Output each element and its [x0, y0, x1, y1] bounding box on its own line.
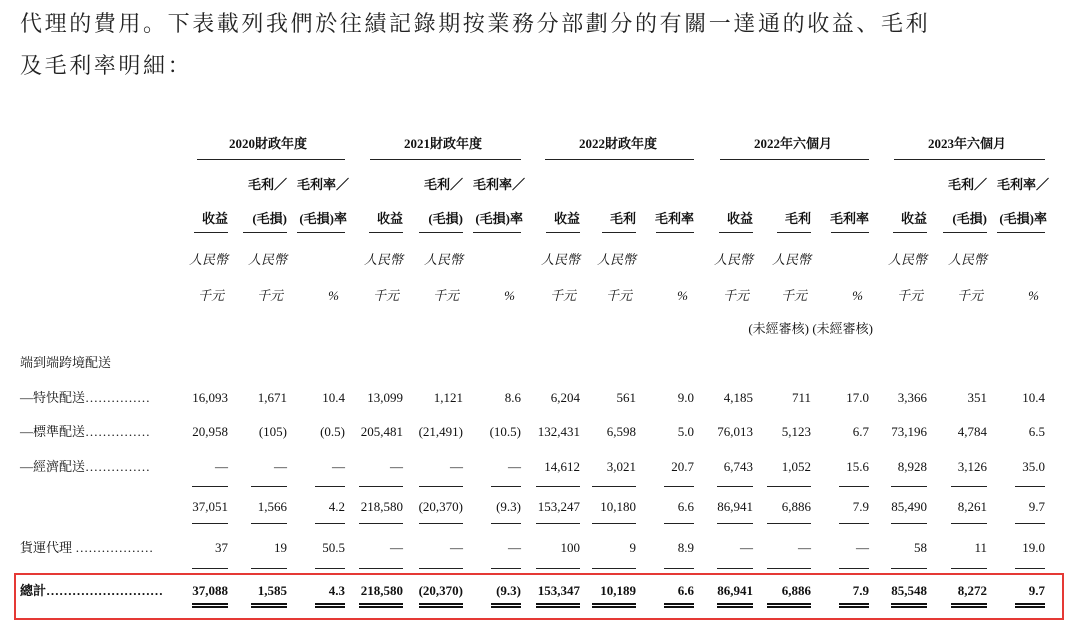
period-underline: [894, 159, 1045, 160]
header-underline: [943, 232, 987, 233]
table-cell: 14,612: [544, 459, 580, 474]
total-top-line: [592, 568, 636, 569]
subtotal-top-line: [536, 486, 580, 487]
total-label: 總計………………………: [20, 583, 164, 598]
table-cell: 37: [215, 540, 228, 555]
table-cell: 11: [974, 540, 987, 555]
subtotal-bottom-line: [359, 523, 403, 524]
table-cell: 1,121: [433, 390, 463, 405]
table-cell: 6,204: [550, 390, 580, 405]
table-cell: 86,941: [717, 499, 753, 514]
table-cell: 561: [616, 390, 636, 405]
column-header-gross-profit-bottom: (毛損): [952, 211, 987, 226]
period-underline: [720, 159, 869, 160]
table-cell: 10,180: [600, 499, 636, 514]
subtotal-top-line: [767, 486, 811, 487]
subtotal-bottom-line: [767, 523, 811, 524]
header-underline: [777, 232, 811, 233]
table-cell: 8,928: [897, 459, 927, 474]
total-top-line: [359, 568, 403, 569]
unit-thousand: 千元: [549, 288, 576, 303]
period-header: 2022財政年度: [578, 136, 657, 151]
subtotal-top-line: [891, 486, 927, 487]
subtotal-top-line: [592, 486, 636, 487]
subtotal-top-line: [1015, 486, 1045, 487]
subtotal-top-line: [251, 486, 287, 487]
period-header: 2021財政年度: [403, 136, 482, 151]
unit-percent: %: [677, 288, 688, 303]
unit-percent: %: [328, 288, 339, 303]
column-header-gross-profit: 毛利: [609, 211, 636, 226]
column-header-gross-margin-top: 毛利率／: [996, 177, 1049, 192]
table-cell: 6.7: [852, 424, 869, 439]
row-label: 貨運代理 ………………: [20, 540, 154, 555]
table-cell: 37,051: [192, 499, 228, 514]
unit-rmb: 人民幣: [887, 252, 927, 267]
column-header-gross-margin-bottom: (毛損)率: [999, 211, 1047, 226]
unaudited-note: (未經審核): [812, 321, 873, 336]
total-cell: 4.3: [328, 583, 345, 598]
table-cell: 16,093: [192, 390, 228, 405]
subtotal-top-line: [315, 486, 345, 487]
table-cell: 6.5: [1028, 424, 1045, 439]
table-cell: 4,784: [957, 424, 987, 439]
column-header-gross-profit: 毛利: [784, 211, 811, 226]
total-cell: (20,370): [418, 583, 463, 598]
table-cell: 9.0: [677, 390, 694, 405]
column-header-gross-margin-bottom: (毛損)率: [475, 211, 523, 226]
intro-paragraph: [20, 4, 1070, 88]
header-underline: [419, 232, 463, 233]
column-header-gross-profit-top: 毛利／: [947, 177, 987, 192]
table-cell: —: [856, 540, 869, 555]
table-cell: 100: [560, 540, 580, 555]
header-underline: [243, 232, 287, 233]
table-cell: —: [798, 540, 811, 555]
table-cell: 13,099: [367, 390, 403, 405]
table-cell: 6,743: [723, 459, 753, 474]
column-header-gross-margin-bottom: (毛損)率: [299, 211, 347, 226]
unit-percent: %: [852, 288, 863, 303]
table-cell: 35.0: [1022, 459, 1045, 474]
column-header-revenue: 收益: [553, 211, 580, 226]
row-label: —特快配送……………: [20, 390, 151, 405]
table-cell: —: [215, 459, 228, 474]
unit-rmb: 人民幣: [363, 252, 403, 267]
subtotal-top-line: [359, 486, 403, 487]
total-top-line: [951, 568, 987, 569]
column-header-gross-profit-top: 毛利／: [423, 177, 463, 192]
subtotal-top-line: [664, 486, 694, 487]
unit-percent: %: [1028, 288, 1039, 303]
subtotal-bottom-line: [419, 523, 463, 524]
total-row-highlight: [14, 573, 1064, 620]
unaudited-note: (未經審核): [748, 321, 809, 336]
table-cell: (10.5): [489, 424, 521, 439]
unit-rmb: 人民幣: [247, 252, 287, 267]
table-cell: —: [450, 459, 463, 474]
table-cell: —: [390, 540, 403, 555]
table-cell: —: [740, 540, 753, 555]
table-cell: 6,598: [606, 424, 636, 439]
table-cell: 3,126: [957, 459, 987, 474]
period-underline: [370, 159, 521, 160]
table-cell: 3,021: [606, 459, 636, 474]
unit-thousand: 千元: [780, 288, 807, 303]
table-cell: 132,431: [537, 424, 580, 439]
total-cell: (9.3): [496, 583, 521, 598]
table-cell: 19: [274, 540, 287, 555]
header-underline: [473, 232, 521, 233]
table-cell: (21,491): [418, 424, 463, 439]
intro-line-2: 及毛利率明細：: [20, 54, 193, 79]
total-cell: 8,272: [957, 583, 987, 598]
total-top-line: [536, 568, 580, 569]
table-cell: 19.0: [1022, 540, 1045, 555]
column-header-gross-margin-top: 毛利率／: [296, 177, 349, 192]
table-cell: 58: [914, 540, 927, 555]
unit-rmb: 人民幣: [188, 252, 228, 267]
unit-thousand: 千元: [432, 288, 459, 303]
row-label: —標準配送……………: [20, 424, 151, 439]
subtotal-top-line: [419, 486, 463, 487]
unit-rmb: 人民幣: [423, 252, 463, 267]
table-cell: 15.6: [846, 459, 869, 474]
table-cell: —: [450, 540, 463, 555]
column-header-gross-margin: 毛利率: [829, 211, 869, 226]
table-cell: 7.9: [852, 499, 869, 514]
column-header-gross-margin-top: 毛利率／: [472, 177, 525, 192]
unit-rmb: 人民幣: [596, 252, 636, 267]
column-header-gross-profit-bottom: (毛損): [252, 211, 287, 226]
table-cell: 1,052: [781, 459, 811, 474]
total-top-line: [664, 568, 694, 569]
period-underline: [197, 159, 345, 160]
column-header-gross-profit-bottom: (毛損): [428, 211, 463, 226]
table-cell: 9.7: [1028, 499, 1045, 514]
table-cell: 3,366: [897, 390, 927, 405]
unit-thousand: 千元: [197, 288, 224, 303]
subtotal-top-line: [491, 486, 521, 487]
period-underline: [545, 159, 694, 160]
table-cell: —: [508, 540, 521, 555]
total-cell: 7.9: [852, 583, 869, 598]
table-cell: —: [332, 459, 345, 474]
subtotal-top-line: [192, 486, 228, 487]
total-cell: 86,941: [717, 583, 753, 598]
total-top-line: [315, 568, 345, 569]
total-top-line: [1015, 568, 1045, 569]
header-underline: [546, 232, 580, 233]
table-cell: 5.0: [677, 424, 694, 439]
total-top-line: [419, 568, 463, 569]
subtotal-bottom-line: [951, 523, 987, 524]
total-top-line: [192, 568, 228, 569]
total-top-line: [891, 568, 927, 569]
table-cell: 1,671: [257, 390, 287, 405]
column-header-revenue: 收益: [900, 211, 927, 226]
table-cell: 10.4: [1022, 390, 1045, 405]
table-cell: 205,481: [360, 424, 403, 439]
total-cell: 1,585: [257, 583, 287, 598]
subtotal-bottom-line: [717, 523, 753, 524]
subtotal-bottom-line: [664, 523, 694, 524]
total-cell: 9.7: [1028, 583, 1045, 598]
table-cell: (20,370): [418, 499, 463, 514]
column-header-gross-profit-top: 毛利／: [247, 177, 287, 192]
header-underline: [602, 232, 636, 233]
header-underline: [997, 232, 1045, 233]
total-top-line: [839, 568, 869, 569]
unit-thousand: 千元: [256, 288, 283, 303]
table-cell: —: [508, 459, 521, 474]
table-cell: —: [274, 459, 287, 474]
subtotal-bottom-line: [891, 523, 927, 524]
section-title: 端到端跨境配送: [20, 355, 112, 370]
unit-thousand: 千元: [722, 288, 749, 303]
column-header-gross-margin: 毛利率: [654, 211, 694, 226]
unit-thousand: 千元: [896, 288, 923, 303]
subtotal-top-line: [717, 486, 753, 487]
table-cell: 9: [629, 540, 636, 555]
unit-rmb: 人民幣: [540, 252, 580, 267]
header-underline: [297, 232, 345, 233]
table-cell: 17.0: [846, 390, 869, 405]
total-top-line: [767, 568, 811, 569]
header-underline: [893, 232, 927, 233]
total-cell: 10,189: [600, 583, 636, 598]
total-cell: 153,347: [537, 583, 580, 598]
table-cell: 4.2: [328, 499, 345, 514]
table-cell: 73,196: [891, 424, 927, 439]
subtotal-top-line: [839, 486, 869, 487]
subtotal-bottom-line: [839, 523, 869, 524]
unit-thousand: 千元: [372, 288, 399, 303]
table-cell: 1,566: [257, 499, 287, 514]
column-header-revenue: 收益: [201, 211, 228, 226]
subtotal-bottom-line: [315, 523, 345, 524]
table-cell: 8,261: [957, 499, 987, 514]
table-cell: 5,123: [781, 424, 811, 439]
total-cell: 6,886: [781, 583, 811, 598]
column-header-revenue: 收益: [726, 211, 753, 226]
unit-rmb: 人民幣: [947, 252, 987, 267]
total-cell: 37,088: [192, 583, 228, 598]
column-header-revenue: 收益: [376, 211, 403, 226]
header-underline: [369, 232, 403, 233]
table-cell: —: [390, 459, 403, 474]
table-cell: 20.7: [671, 459, 694, 474]
header-underline: [719, 232, 753, 233]
total-top-line: [251, 568, 287, 569]
total-top-line: [491, 568, 521, 569]
table-cell: 50.5: [322, 540, 345, 555]
table-cell: 85,490: [891, 499, 927, 514]
table-cell: 351: [967, 390, 987, 405]
period-header: 2023年六個月: [927, 136, 1006, 151]
unit-rmb: 人民幣: [713, 252, 753, 267]
unit-rmb: 人民幣: [771, 252, 811, 267]
intro-line-1: 代理的費用。下表載列我們於往績記錄期按業務分部劃分的有關一達通的收益、毛利: [20, 12, 931, 37]
subtotal-bottom-line: [592, 523, 636, 524]
subtotal-bottom-line: [251, 523, 287, 524]
table-cell: (0.5): [320, 424, 345, 439]
header-underline: [656, 232, 694, 233]
table-cell: 4,185: [723, 390, 753, 405]
subtotal-bottom-line: [192, 523, 228, 524]
table-cell: 76,013: [717, 424, 753, 439]
header-underline: [194, 232, 228, 233]
total-cell: 218,580: [360, 583, 403, 598]
table-cell: 6,886: [781, 499, 811, 514]
header-underline: [831, 232, 869, 233]
table-cell: 20,958: [192, 424, 228, 439]
subtotal-bottom-line: [1015, 523, 1045, 524]
table-cell: 8.6: [504, 390, 521, 405]
period-header: 2022年六個月: [753, 136, 832, 151]
table-cell: (105): [258, 424, 287, 439]
row-label: —經濟配送……………: [20, 459, 151, 474]
table-cell: 6.6: [677, 499, 694, 514]
period-header: 2020財政年度: [228, 136, 307, 151]
subtotal-top-line: [951, 486, 987, 487]
unit-thousand: 千元: [956, 288, 983, 303]
subtotal-bottom-line: [491, 523, 521, 524]
table-cell: 10.4: [322, 390, 345, 405]
table-cell: 153,247: [537, 499, 580, 514]
table-cell: (9.3): [496, 499, 521, 514]
table-cell: 8.9: [677, 540, 694, 555]
table-cell: 218,580: [360, 499, 403, 514]
unit-percent: %: [504, 288, 515, 303]
total-cell: 6.6: [677, 583, 694, 598]
total-cell: 85,548: [891, 583, 927, 598]
unit-thousand: 千元: [605, 288, 632, 303]
table-cell: 711: [791, 390, 811, 405]
subtotal-bottom-line: [536, 523, 580, 524]
total-top-line: [717, 568, 753, 569]
